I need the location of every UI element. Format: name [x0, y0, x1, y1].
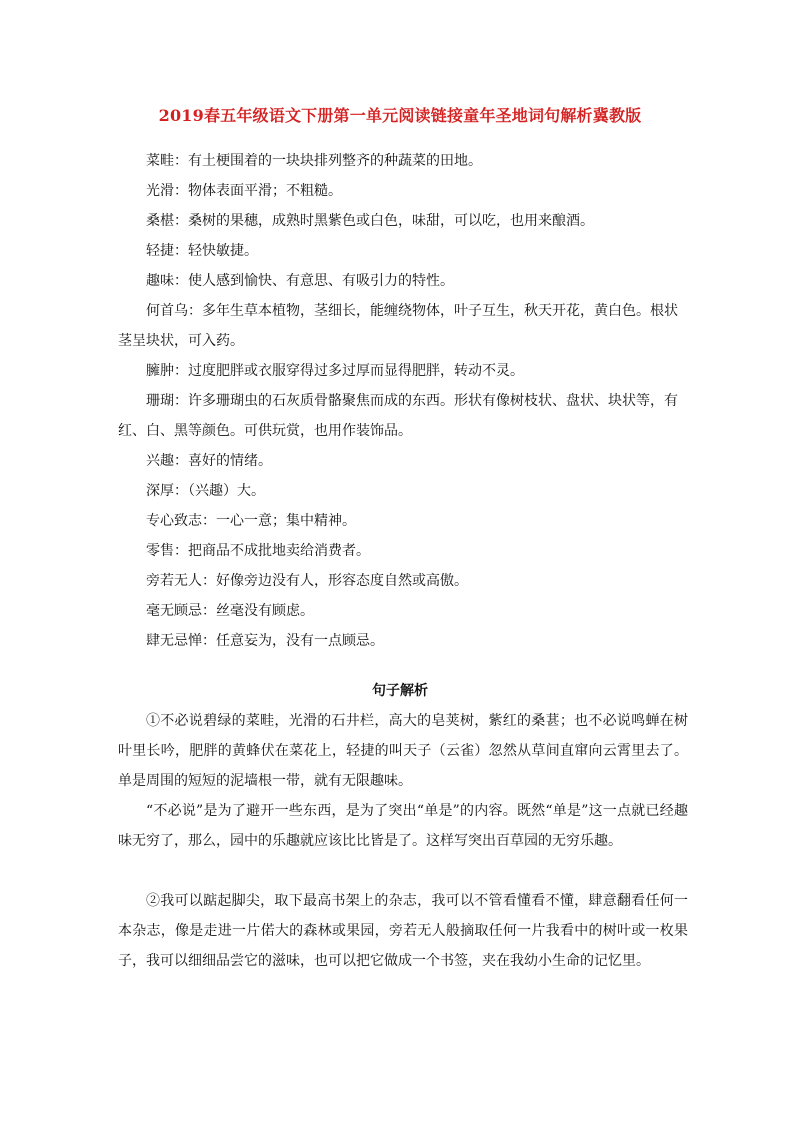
- glossary-entry: 深厚：（兴趣）大。: [146, 483, 265, 499]
- glossary-entry: 光滑：物体表面平滑；不粗糙。: [146, 183, 342, 199]
- analysis-paragraph: “不必说”是为了避开一些东西，是为了突出“单是”的内容。既然“单是”这一点就已经趣味无穷了，那么，园中的乐趣就应该比比皆是了。这样写突出百草园的无穷乐趣。: [118, 803, 688, 849]
- glossary-entry: 桑椹：桑树的果穗，成熟时黑紫色或白色，味甜，可以吃，也用来酿酒。: [146, 213, 594, 229]
- analysis-paragraph: ②我可以踮起脚尖，取下最高书架上的杂志，我可以不管看懂看不懂，肆意翻看任何一本杂志，像是走进一片偌大的森林或果园，旁若无人般摘取任何一片我看中的树叶或一枚果子，我可以细细品尝它的滋味，也可以把它做成一个书签，夹在我幼小生命的记忆里。: [118, 893, 688, 969]
- section-heading: 句子解析: [372, 683, 428, 699]
- glossary-entry: 轻捷：轻快敏捷。: [146, 243, 258, 259]
- glossary-entry: 毫无顾忌：丝毫没有顾虑。: [146, 603, 314, 619]
- glossary-entry: 菜畦：有土梗围着的一块块排列整齐的种蔬菜的田地。: [146, 153, 482, 169]
- glossary-entry: 珊瑚：许多珊瑚虫的石灰质骨骼聚焦而成的东西。形状有像树枝状、盘状、块状等，有红、白、黑等颜色。可供玩赏，也用作装饰品。: [118, 393, 678, 439]
- document-title: 2019春五年级语文下册第一单元阅读链接童年圣地词句解析冀教版: [158, 106, 642, 125]
- glossary-entry: 臃肿：过度肥胖或衣服穿得过多过厚而显得肥胖，转动不灵。: [146, 363, 524, 379]
- glossary-entry: 旁若无人：好像旁边没有人，形容态度自然或高傲。: [146, 573, 468, 589]
- word-glossary: [118, 146, 688, 656]
- glossary-entry: 何首乌：多年生草本植物，茎细长，能缠绕物体，叶子互生，秋天开花，黄白色。根状茎呈块状，可入药。: [118, 303, 678, 349]
- glossary-entry: 专心致志：一心一意；集中精神。: [146, 513, 356, 529]
- glossary-entry: 肆无忌惮：任意妄为，没有一点顾忌。: [146, 633, 384, 649]
- analysis-paragraph: ①不必说碧绿的菜畦，光滑的石井栏，高大的皂荚树，紫红的桑葚；也不必说鸣蝉在树叶里长吟，肥胖的黄蜂伏在菜花上，轻捷的叫天子（云雀）忽然从草间直窜向云霄里去了。单是周围的短短的泥墙根一带，就有无限趣味。: [118, 713, 688, 789]
- glossary-entry: 兴趣：喜好的情绪。: [146, 453, 272, 469]
- paragraph-spacer: [118, 856, 688, 886]
- glossary-entry: 零售：把商品不成批地卖给消费者。: [146, 543, 370, 559]
- sentence-analysis: [118, 706, 688, 976]
- glossary-entry: 趣味：使人感到愉快、有意思、有吸引力的特性。: [146, 273, 454, 289]
